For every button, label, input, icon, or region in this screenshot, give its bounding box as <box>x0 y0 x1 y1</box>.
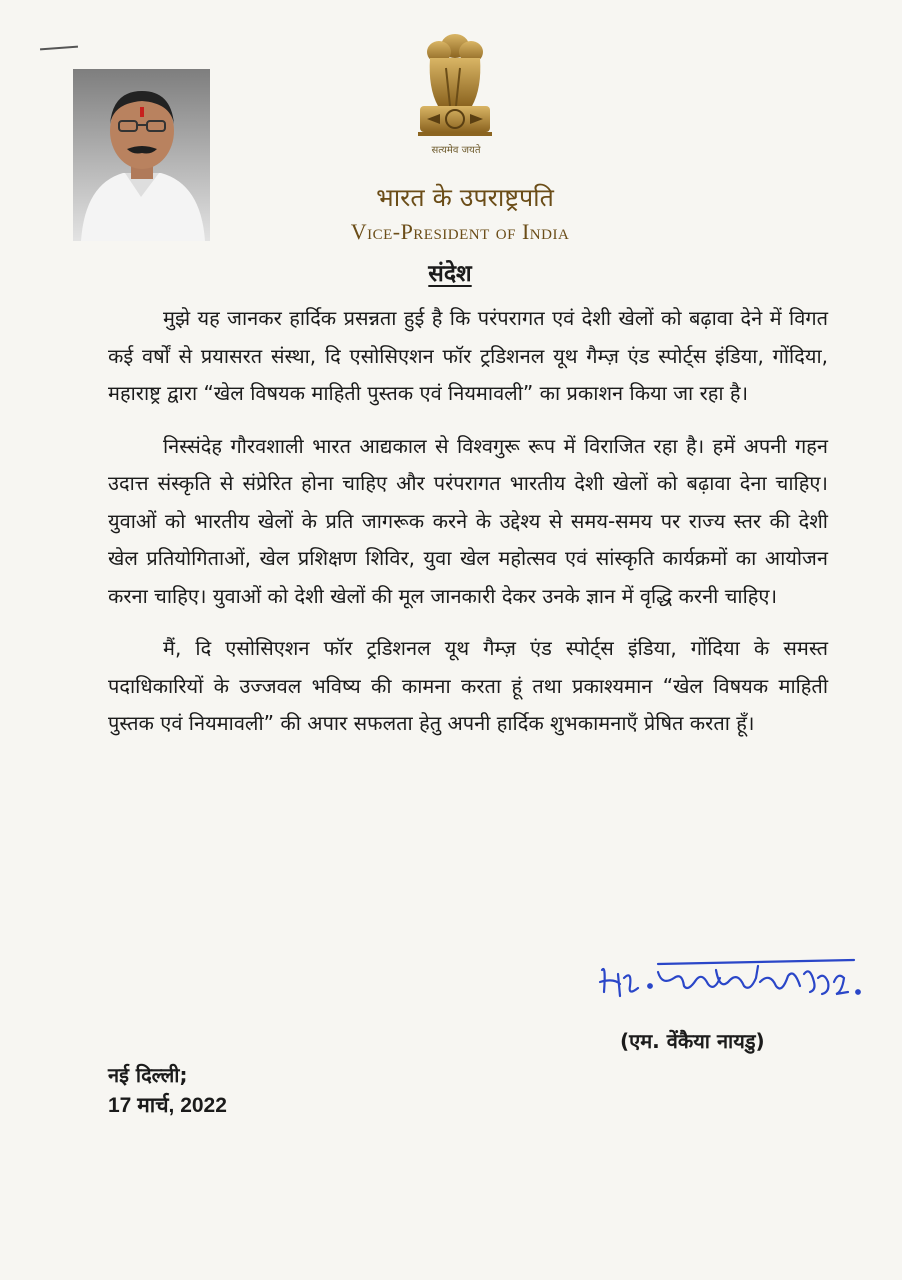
emblem-motto: सत्यमेव जयते <box>431 145 481 156</box>
office-title-english: Vice-President of India <box>350 219 570 244</box>
paragraph-2: निस्संदेह गौरवशाली भारत आद्यकाल से विश्वगुरू रूप में विराजित रहा है। हमें अपनी गहन उदात्त संस्कृति से संप्रेरित होना चाहिए और परंपरागत भारतीय देशी खेलों को बढ़ावा देना चाहिए। युवाओं को भारतीय खेलों के प्रति जागरूक करने के उद्देश्य से समय-समय पर राज्य स्तर की देशी खेल प्रतियोगिताओं, खेल प्रशिक्षण शिविर, युवा खेल महोत्सव एवं सांस्कृति कार्यक्रमों का आयोजन करना चाहिए। युवाओं को देशी खेलों की मूल जानकारी देकर उनके ज्ञान में वृद्धि करनी चाहिए। <box>108 433 828 608</box>
letter-place: नई दिल्ली; <box>108 1063 188 1087</box>
letter-date: 17 मार्च, 2022 <box>108 1094 227 1117</box>
paragraph-3: मैं, दि एसोसिएशन फॉर ट्रडिशनल यूथ गैम्ज़ एंड स्पोर्ट्स इंडिया, गोंदिया के समस्त पदाधिकारियों के उज्जवल भविष्य की कामना करता हूं तथा प्रकाश्यमान “खेल विषयक माहिती पुस्तक एवं नियमावली” की अपार सफलता हेतु अपनी हार्दिक शुभकामनाएँ प्रेषित करता हूँ। <box>108 636 828 735</box>
portrait-photo <box>73 69 210 241</box>
letter-heading: संदेश <box>428 261 472 287</box>
signatory-name: (एम. वेंकैया नायडु) <box>620 1029 765 1053</box>
office-title-hindi: भारत के उपराष्ट्रपति <box>376 183 554 212</box>
paragraph-1: मुझे यह जानकर हार्दिक प्रसन्नता हुई है कि परंपरागत एवं देशी खेलों को बढ़ावा देने में विगत कई वर्षों से प्रयासरत संस्था, दि एसोसिएशन फॉर ट्रडिशनल यूथ गैम्ज़ एंड स्पोर्ट्स इंडिया, गोंदिया, महाराष्ट्र द्वारा “खेल विषयक माहिती पुस्तक एवं नियमावली” का प्रकाशन किया जा रहा है। <box>108 306 828 405</box>
corner-mark <box>40 46 78 51</box>
national-emblem-icon <box>410 28 500 158</box>
handwritten-signature <box>598 952 868 1012</box>
letter-body <box>108 300 828 758</box>
